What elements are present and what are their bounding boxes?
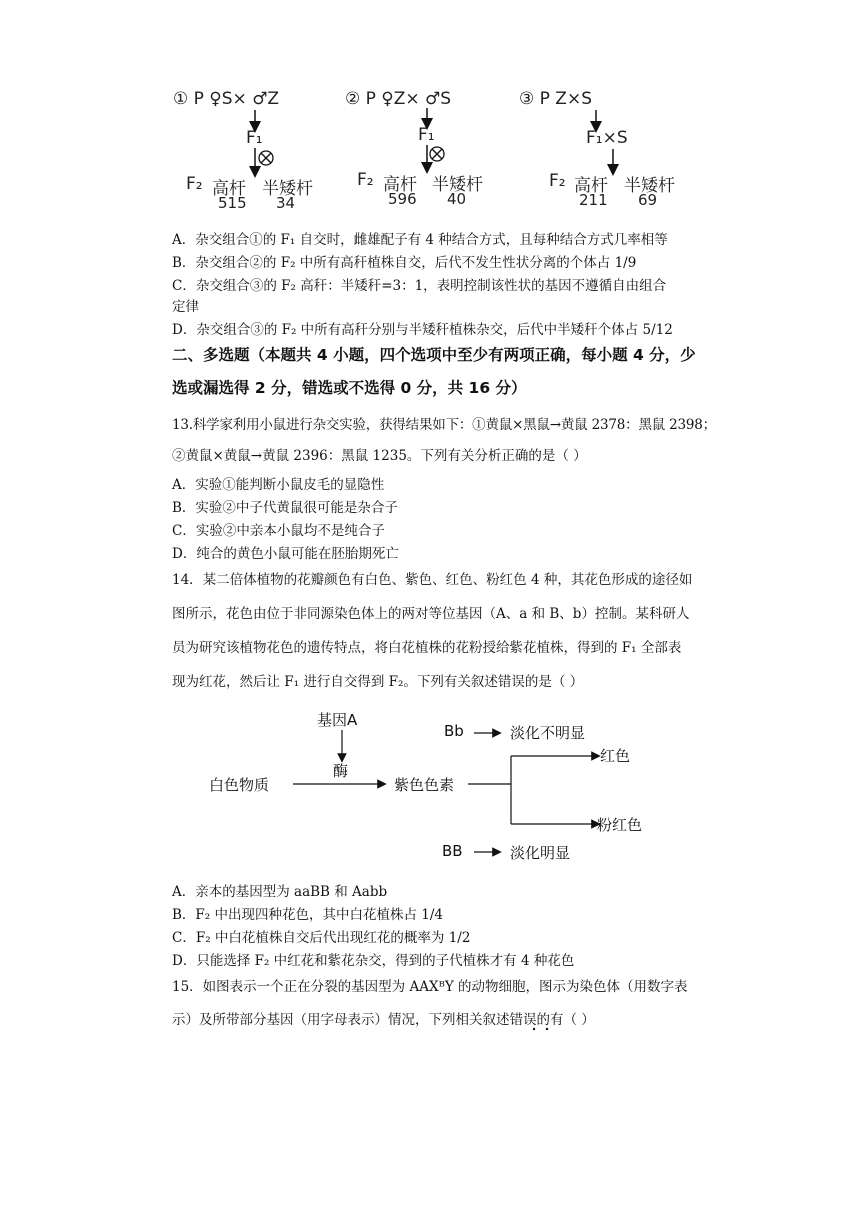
cross-1-tall-count: 515 xyxy=(218,194,247,212)
q12-option-c: C．杂交组合③的 F₂ 高秆：半矮秆=3：1，表明控制该性状的基因不遵循自由组合 xyxy=(172,278,667,294)
emphasis-dot-1 xyxy=(533,1028,535,1030)
q13-option-d: D．纯合的黄色小鼠可能在胚胎期死亡 xyxy=(172,546,399,562)
section-title-line-2: 选或漏选得 2 分，错选或不选得 0 分，共 16 分） xyxy=(172,379,527,397)
section-title-line-1: 二、多选题（本题共 4 小题，四个选项中至少有两项正确，每小题 4 分，少 xyxy=(172,346,696,364)
q14-stem-line-1: 14．某二倍体植物的花瓣颜色有白色、紫色、红色、粉红色 4 种，其花色形成的途径如 xyxy=(172,572,693,588)
cross-2-tall-label: 高杆 xyxy=(383,175,417,195)
emphasis-dot-2 xyxy=(546,1028,548,1030)
pathway-pink: 粉红色 xyxy=(597,816,643,834)
cross-1-f2-prefix: F₂ xyxy=(186,174,203,194)
cross-3-f1: F₁×S xyxy=(586,128,628,148)
pathway-bb-effect: 淡化不明显 xyxy=(510,724,586,742)
q13-stem-line-2: ②黄鼠×黄鼠→黄鼠 2396：黑鼠 1235。下列有关分析正确的是（ ） xyxy=(172,448,587,464)
q12-option-b: B．杂交组合②的 F₂ 中所有高秆植株自交，后代不发生性状分离的个体占 1/9 xyxy=(172,255,637,271)
pathway-enzyme-label: 酶 xyxy=(333,762,349,780)
q14-stem-line-3: 员为研究该植物花色的遗传特点，将白花植株的花粉授给紫花植株，得到的 F₁ 全部表 xyxy=(172,640,682,656)
q15-stem-line-1: 15．如图表示一个正在分裂的基因型为 AAXᴮY 的动物细胞，图示为染色体（用数字表 xyxy=(172,979,688,995)
q13-option-b: B．实验②中子代黄鼠很可能是杂合子 xyxy=(172,500,398,516)
cross-3-parents: ③ P Z×S xyxy=(519,89,592,109)
q13-stem-line-1: 13.科学家利用小鼠进行杂交实验，获得结果如下：①黄鼠×黑鼠→黄鼠 2378：黑鼠 2398； xyxy=(172,417,716,433)
q12-option-c-cont: 定律 xyxy=(172,299,199,315)
pathway-purple-pigment: 紫色色素 xyxy=(394,776,455,794)
cross-3-semi-count: 69 xyxy=(638,191,658,209)
q14-option-a: A．亲本的基因型为 aaBB 和 Aabb xyxy=(172,884,388,900)
cross-1-parents: ① P ♀S× ♂Z xyxy=(173,89,280,109)
q14-option-d: D．只能选择 F₂ 中红花和紫花杂交，得到的子代植株才有 4 种花色 xyxy=(172,953,575,969)
q14-stem-line-4: 现为红花，然后让 F₁ 进行自交得到 F₂。下列有关叙述错误的是（ ） xyxy=(172,674,584,690)
cross-1-semi-count: 34 xyxy=(276,194,296,212)
pathway-BB-label: BB xyxy=(442,842,463,860)
q15-stem-line-2: 示）及所带部分基因（用字母表示）情况，下列相关叙述错误的有（ ） xyxy=(172,1012,595,1028)
pathway-bb-label: Bb xyxy=(444,722,464,740)
q14-stem-line-2: 图所示，花色由位于非同源染色体上的两对等位基因（A、a 和 B、b）控制。某科研人 xyxy=(172,606,690,622)
cross-2-f1: F₁ xyxy=(418,125,435,145)
cross-3-tall-label: 高杆 xyxy=(574,176,608,196)
cross-1-semi-label: 半矮杆 xyxy=(262,179,313,199)
cross-1-f1: F₁ xyxy=(246,128,263,148)
q12-option-d: D．杂交组合③的 F₂ 中所有高秆分别与半矮秆植株杂交，后代中半矮秆个体占 5/12 xyxy=(172,322,673,338)
cross-2-semi-label: 半矮杆 xyxy=(432,175,483,195)
q12-option-a: A．杂交组合①的 F₁ 自交时，雌雄配子有 4 种结合方式，且每种结合方式几率相等 xyxy=(172,232,668,248)
q14-option-b: B．F₂ 中出现四种花色，其中白花植株占 1/4 xyxy=(172,907,444,923)
cross-3-tall-count: 211 xyxy=(579,191,608,209)
cross-2-parents: ② P ♀Z× ♂S xyxy=(345,89,452,109)
pathway-gene-label: 基因A xyxy=(317,711,358,729)
cross-1-tall-label: 高杆 xyxy=(212,179,246,199)
pathway-red: 红色 xyxy=(600,747,631,765)
cross-2-f2-prefix: F₂ xyxy=(357,170,374,190)
q13-option-a: A．实验①能判断小鼠皮毛的显隐性 xyxy=(172,477,385,493)
cross-3-f2-prefix: F₂ xyxy=(549,171,566,191)
pathway-BB-effect: 淡化明显 xyxy=(510,844,571,862)
q13-option-c: C．实验②中亲本小鼠均不是纯合子 xyxy=(172,523,385,539)
cross-3-semi-label: 半矮杆 xyxy=(624,176,675,196)
cross-2-semi-count: 40 xyxy=(447,190,467,208)
cross-2-tall-count: 596 xyxy=(388,190,417,208)
q14-option-c: C．F₂ 中白花植株自交后代出现红花的概率为 1/2 xyxy=(172,930,471,946)
pathway-white-substance: 白色物质 xyxy=(209,776,270,794)
